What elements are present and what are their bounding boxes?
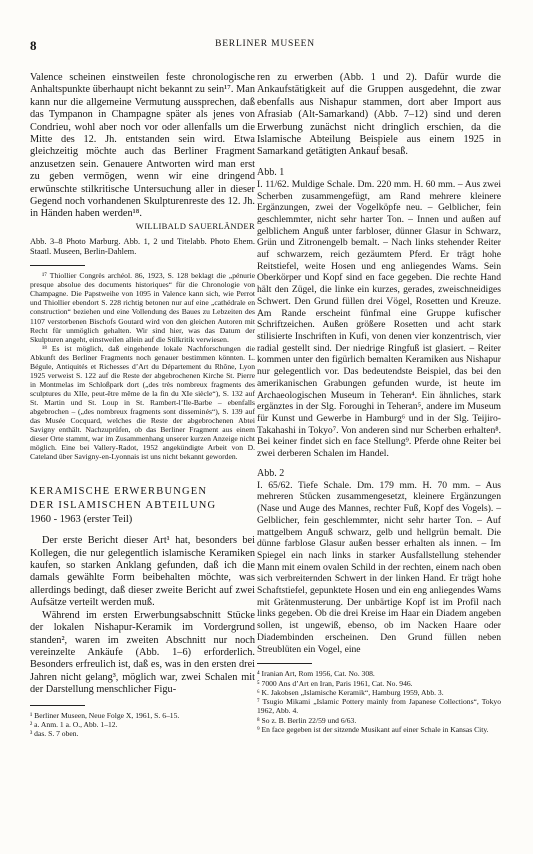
body-paragraph: Valence scheinen einstweilen feste chronologische Anhaltspunkte überhaupt nicht bekannt zu sein¹⁷. Man kann nur die allgemeine Vermutung aussprechen, daß das Tympanon in Champagne später als jenes von Condrieu, wohl aber noch vor oder allenfalls um die Mitte des 12. Jh. entstanden sein wird. Etwa gleichzeitig möchte auch das Berliner Fragment anzusetzen sein. Genauere Antworten wird man erst zu geben vermögen, wenn wir eine dringend erwünschte stilkritische Untersuchung aller in dieser Gegend noch vorhandenen Skulpturenreste des 12. Jh. in Händen haben werden¹⁸. — [30, 72, 255, 220]
footnote-4: ⁴ Iranian Art, Rom 1956, Cat. No. 308. — [257, 669, 375, 679]
body-paragraph: Während im ersten Erwerbungsabschnitt Stücke der lokalen Nishapur-Keramik im Vordergrund standen², waren im zweiten Abschnitt nur noch vereinzelte Ankäufe (Abb. 1–6) erforderlich. Besonders erfreulich ist, daß es, was in den ersten drei Jahren nicht gelang³, möglich war, zwei Schalen mit der Darstellung menschlicher Figu- — [30, 609, 255, 696]
footnote-3: ³ das. S. 7 oben. — [30, 729, 79, 739]
body-paragraph: ren zu erwerben (Abb. 1 und 2). Dafür wurde die Ankaufstätigkeit auf die Gruppen ausgedehnt, die zwar ebenfalls aus Nishapur stammen, dort aber Import aus Afrasiab (Alt-Samarkand) (Abb. 7–12) sind und deren Erwerbung zunächst nicht dringlich erschien, da die Islamische Abteilung Beispiele aus einem 1925 in Samarkand getätigten Ankauf besaß. — [257, 72, 501, 158]
photo-credit-caption: Abb. 3–8 Photo Marburg. Abb. 1, 2 und Titelabb. Photo Ehem. Staatl. Museen, Berlin-Dahlem. — [30, 236, 255, 257]
figure-entry-text: I. 11/62. Muldige Schale. Dm. 220 mm. H. 60 mm. – Aus zwei Scherben zusammengefügt, am Rand mehrere kleinere Ergänzungen, zwei der Vogelköpfe neu. – Gelblicher, fein geschlemmter, nicht sehr harter Ton. – Innen und außen auf gelblichem Anguß unter farbloser, dünner Glasur in Schwarz, Grün und Zitronengelb bemalt. – Nach links stehender Reiter auf schwarzem, reich gezäumtem Pferd. Er trägt hohe Reitstiefel, weite Hosen und eng anliegendes Wams. Sein Oberkörper und Kopf sind en face gegeben. Die rechte Hand hält den Zügel, die linke ein kurzes, gerades, zweischneidiges Schwert. Den Grund füllen drei Vögel, Rosetten und Kreuze. Am Rande erscheint fünfmal eine Gruppe kufischer Schriftzeichen. Außen größere Rosetten und acht stark stilisierte Inschriften in Kufi, von denen vier konzentrisch, vier radial gestellt sind. Der niedrige Ringfuß ist glasiert. – Reiter kommen unter den figürlich bemalten Keramiken aus Nishapur nur gelegentlich vor. Das bedeutendste Beispiel, das bei den amerikanischen Grabungen gefunden wurde, ist heute im Archaeologischen Museum in Teheran⁴. Ein ähnliches, stark ergänztes in der Slg. Foroughi in Teheran⁵, andere im Museum für Kunst und Gewerbe in Hamburg⁶ und in der Slg. Teijiro-Takahashi in Tokyo⁷. Von anderen sind nur Scherben erhalten⁸. Bei keiner findet sich en face Stellung⁹. Pferde ohne Reiter bei zwei derberen Schalen im Handel. — [257, 178, 501, 460]
section-subheading: 1960 - 1963 (erster Teil) — [30, 514, 133, 526]
left-column — [30, 72, 255, 738]
body-paragraph: Der erste Bericht dieser Art¹ hat, besonders bei Kollegen, die nur gelegentlich islamische Keramiken kaufen, so starken Anklang gefunden, daß ich die damals gewählte Form beibehalten möchte, was allerdings bedingt, daß dieser zweite Bericht auf zwei Aufsätze verteilt werden muß. — [30, 535, 255, 609]
footnote-2: ² a. Anm. 1 a. O., Abb. 1–12. — [30, 719, 118, 729]
footnote-17: ¹⁷ Thiollier Congrès archéol. 86, 1923, S. 128 beklagt die „pénurie presque absolue des documents historiques“ für die Chronologie von Champagne. Die Papstweihe von 1095 in Valence kann sich, wie Perrot und Thiollier ebendort S. 228 richtig betonen nur auf eine „cathédrale en construction“ beziehen und eine Vollendung des Baues zu Lebzeiten des 1107 verstorbenen Bischofs Goutard wird von den gleichen Autoren mit Recht für unmöglich gehalten. Wir sind hier, was das Datum der Skulpturen angeht, einstweilen allein auf die Stilkritik verwiesen. — [30, 271, 255, 344]
footnote-rule — [257, 663, 312, 664]
footnote-6: ⁶ K. Jakobsen „Islamische Keramik“, Hamburg 1959, Abb. 3. — [257, 687, 444, 697]
footnote-5: ⁵ 7000 Ans d’Art en Iran, Paris 1961, Cat. No. 946. — [257, 678, 413, 688]
footnote-9: ⁹ En face gegeben ist der sitzende Musikant auf einer Schale in Kansas City. — [257, 725, 489, 735]
footnote-18: ¹⁸ Es ist möglich, daß eingehende lokale Nachforschungen die Abkunft des Berliner Fragments noch genauer bestimmen könnten. L. Bégule, Antiquités et Richesses d’Art du Département du Rhône, Lyon 1925 verweist S. 122 auf die Reste der abgebrochenen Kirche St. Pierre in Montmelas im Schloßpark dort („des très nombreux fragments des sculptures du XIIe, peut-être même de la fin du XIe siècle“), S. 132 auf St. Martin und St. Loup in St. Rambert-l’Ile-Barbe – ebenfalls abgebrochen – („des nombreux fragments sont disseminés“), S. 139 auf das Musée Cocquard, welches die Reste der abgebrochenen Abtei Savigny enthält. Nachzuprüfen, ob das Berliner Fragment aus einem dieser Orte stammt, war im Zusammenhang unserer kurzen Anzeige nicht möglich. Eine bei Vallery-Radot, 1952 angekündigte Arbeit von D. Cateland über Savigny-en-Lyonnais ist uns nicht bekannt geworden. — [30, 343, 255, 462]
running-title: BERLINER MUSEEN — [215, 39, 315, 49]
section-heading-line-2: DER ISLAMISCHEN ABTEILUNG — [30, 500, 217, 512]
figure-entry-title: Abb. 1 — [257, 166, 285, 178]
footnote-1: ¹ Berliner Museen, Neue Folge X, 1961, S. 6–15. — [30, 710, 180, 720]
footnote-8: ⁸ So z. B. Berlin 22/59 und 6/63. — [257, 715, 357, 725]
figure-entry-text: I. 65/62. Tiefe Schale. Dm. 179 mm. H. 70 mm. – Aus mehreren Stücken zusammengesetzt, kleinere Ergänzungen (Nase und Auge des Mannes, rechter Fuß, Kopf des Vogels). – Gelblicher, fein geschlemmter, nicht sehr harter Ton. – Auf mattgelbem Anguß schwarz, gelb und hellgrün bemalt. Die dünne farblose Glasur außen besser erhalten als innen. – Im Spiegel ein nach links in starker Ausfallstellung stehender Mann mit einem ovalen Schild in der rechten, einem nach oben sich verbreiternden Schwert in der linken Hand. Er trägt hohe Schaftstiefel, gepunktete Hosen und ein eng anliegendes Wams mit Grätenmusterung. Der unbärtige Kopf ist im Profil nach links gegeben. Ob die drei Kreise im Haar ein Diadem angeben sollen, ist ungewiß, ebenso, ob im Nacken Haare oder Diadembinden erscheinen. Den Grund füllen neben Streublüten ein Vogel, eine — [257, 479, 501, 655]
author-signature: WILLIBALD SAUERLÄNDER — [135, 220, 255, 231]
figure-entry-title: Abb. 2 — [257, 467, 285, 479]
footnote-7: ⁷ Tsugio Mikami „Islamic Pottery mainly from Japanese Collections“, Tokyo 1962, Abb. 4. — [257, 697, 501, 716]
section-heading-line-1: KERAMISCHE ERWERBUNGEN — [30, 486, 208, 498]
footnote-rule — [30, 705, 85, 706]
page-header — [30, 38, 500, 52]
section-heading — [30, 485, 255, 513]
page-number: 8 — [30, 38, 37, 53]
footnote-rule — [30, 265, 85, 266]
right-column — [257, 72, 501, 734]
